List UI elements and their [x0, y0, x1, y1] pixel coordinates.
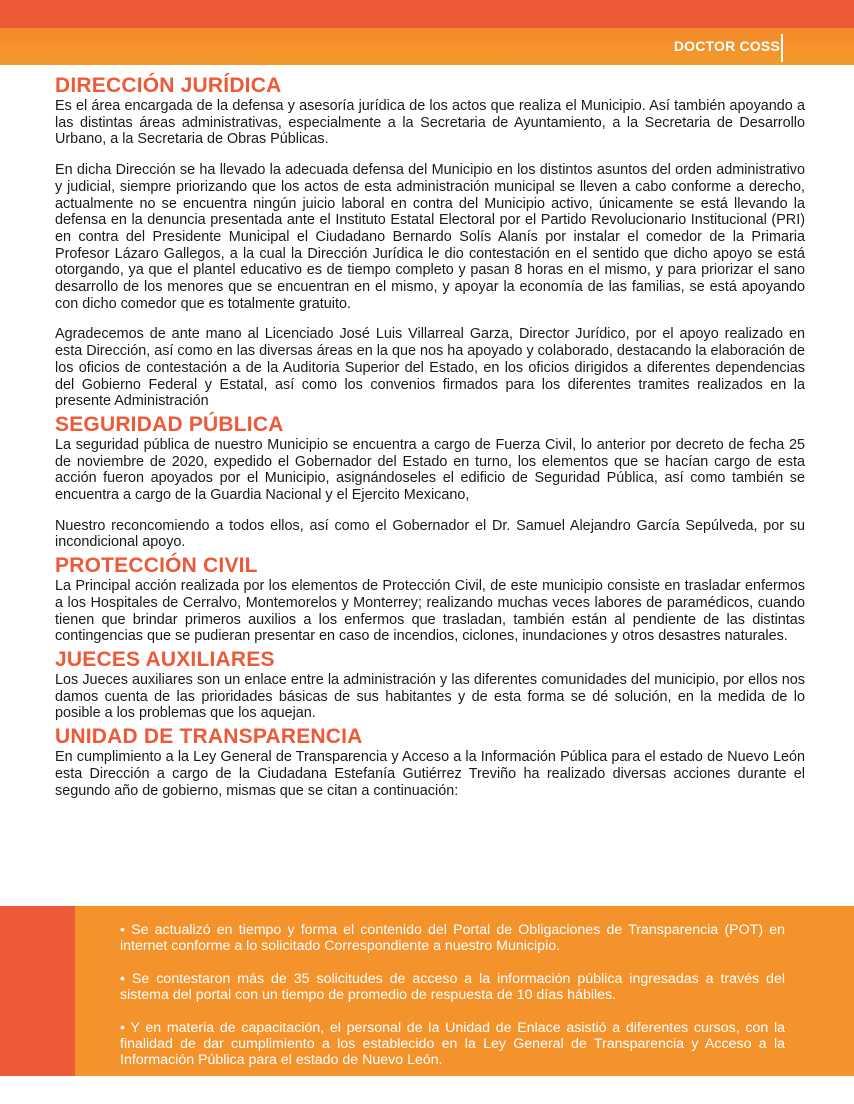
- bullet-item: • Se contestaron más de 35 solicitudes de acceso a la información pública ingresadas a través del sistema del portal con un tiempo de promedio de respuesta de 10 días hábiles.: [120, 971, 785, 1003]
- paragraph: La Principal acción realizada por los elementos de Protección Civil, de este municipio consiste en trasladar enfermos a los Hospitales de Cerralvo, Montemorelos y Monterrey; realizando muchas veces labores de paramédicos, cuando tienen que brindar primeros auxilios a los enfermos que trasladan, también están al pendiente de las distintas contingencias que se pudieran presentar en caso de incendios, ciclones, inundaciones y otros desastres naturales.: [55, 578, 805, 645]
- paragraph: En cumplimiento a la Ley General de Transparencia y Acceso a la Información Pública para el estado de Nuevo León esta Dirección a cargo de la Ciudadana Estefanía Gutiérrez Treviño ha realizado diversas acciones durante el segundo año de gobierno, mismas que se citan a continuación:: [55, 749, 805, 799]
- paragraph: En dicha Dirección se ha llevado la adecuada defensa del Municipio en los distintos asuntos del orden administrativo y judicial, siempre priorizando que los actos de esta administración municipal se lleven a cabo conforme a derecho, actualmente no se encuentra ningún juicio laboral en contra del Municipio activo, únicamente se está llevando la defensa en la denuncia presentada ante el Instituto Estatal Electoral por el Partido Revolucionario Institucional (PRI) en contra del Presidente Municipal el Ciudadano Bernardo Solís Alanís por instalar el comedor de la Primaria Profesor Lázaro Gallegos, a la cual la Dirección Jurídica le dio contestación en el sentido que dicho apoyo se está otorgando, ya que el plantel educativo es de tiempo completo y pasan 8 horas en el mismo, y para priorizar el sano desarrollo de los menores que se encuentran en el mismo, y apoyar la economía de las familias, se está apoyando con dicho comedor que es totalmente gratuito.: [55, 162, 805, 312]
- footer-band-red: [0, 906, 75, 1076]
- section-heading-jueces: JUECES AUXILIARES: [55, 647, 275, 671]
- header-band-red: [0, 0, 854, 28]
- header-title: DOCTOR COSS: [673, 38, 780, 54]
- section-heading-transparencia: UNIDAD DE TRANSPARENCIA: [55, 725, 363, 749]
- section-heading-seguridad: SEGURIDAD PÚBLICA: [55, 412, 284, 436]
- paragraph: La seguridad pública de nuestro Municipio se encuentra a cargo de Fuerza Civil, lo anterior por decreto de fecha 25 de noviembre de 2020, expedido el Gobernador del Estado en turno, los elementos que se hacían cargo de esta acción fueron apoyados por el Municipio, asignándoseles el edificio de Seguridad Pública, así como también se encuentra a cargo de la Guardia Nacional y el Ejercito Mexicano,: [55, 436, 805, 504]
- paragraph: Los Jueces auxiliares son un enlace entre la administración y las diferentes comunidades del municipio, por ellos nos damos cuenta de las prioridades básicas de sus habitantes y de esta forma se dé solución, en la medida de lo posible a los problemas que los aquejan.: [55, 671, 805, 722]
- section-heading-proteccion: PROTECCIÓN CIVIL: [55, 554, 258, 578]
- paragraph: Agradecemos de ante mano al Licenciado José Luis Villarreal Garza, Director Jurídico, por el apoyo realizado en esta Dirección, así como en las diversas áreas en la que nos ha apoyado y colaborado, destacando la elaboración de los oficios de contestación a de la Auditoria Superior del Estado, en los oficios dirigidos a diferentes dependencias del Gobierno Federal y Estatal, así como los convenios firmados para los diferentes tramites realizados en la presente Administración: [55, 326, 805, 410]
- bullet-item: • Se actualizó en tiempo y forma el contenido del Portal de Obligaciones de Transparencia (POT) en internet conforme a lo solicitado Correspondiente a nuestro Municipio.: [120, 922, 785, 954]
- document-body: [55, 74, 805, 799]
- transparency-bullet-list: [120, 922, 785, 1068]
- bullet-item: • Y en materia de capacitación, el personal de la Unidad de Enlace asistió a diferentes cursos, con la finalidad de dar cumplimiento a los establecido en la Ley General de Transparencia y Acceso a la Información Pública para el estado de Nuevo León.: [120, 1020, 785, 1068]
- section-heading-juridica: DIRECCIÓN JURÍDICA: [55, 74, 282, 97]
- paragraph: Nuestro reconcomiendo a todos ellos, así como el Gobernador el Dr. Samuel Alejandro García Sepúlveda, por su incondicional apoyo.: [55, 517, 805, 551]
- header-divider: [781, 34, 783, 62]
- paragraph: Es el área encargada de la defensa y asesoría jurídica de los actos que realiza el Municipio. Así también apoyando a las distintas áreas administrativas, especialmente a la Secretaria de Ayuntamiento, a la Secretaria de Desarrollo Urbano, a la Secretaria de Obras Públicas.: [55, 98, 805, 148]
